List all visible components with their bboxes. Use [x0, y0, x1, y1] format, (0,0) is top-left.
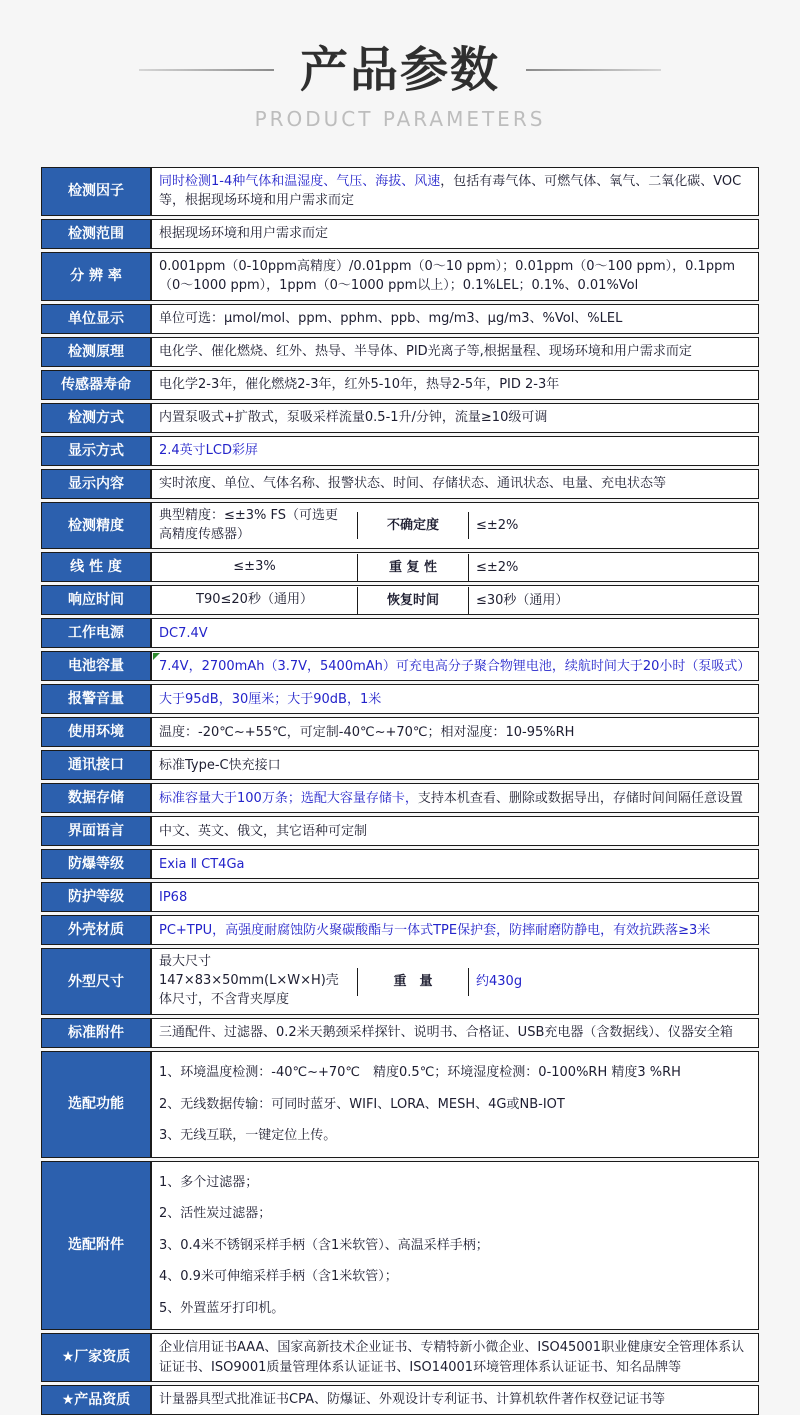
row-label: 选配附件 — [42, 1162, 152, 1330]
table-row — [41, 618, 759, 648]
row-label: 防护等级 — [42, 883, 152, 911]
content-text — [159, 441, 258, 461]
table-row — [41, 403, 759, 433]
sub-label: 重 复 性 — [357, 554, 469, 582]
content-part: ≤30秒（通用） — [476, 592, 569, 608]
row-content — [152, 751, 758, 779]
content-part: 同时检测1-4种气体和温湿度、气压、海拔、风速 — [159, 173, 441, 189]
content-part: ，包括有毒气体、可燃气体、氧气、二氧化碳、VOC等，根据现场环境和用户需求而定 — [159, 173, 742, 209]
table-row — [41, 1385, 759, 1415]
row-content — [152, 1052, 758, 1157]
content-part: 中文、英文、俄文，其它语种可定制 — [159, 823, 368, 839]
row-content — [152, 1019, 758, 1047]
list-line: 1、环境温度检测：-40℃~+70℃ 精度0.5℃；环境湿度检测：0-100%RH 精度3 %RH — [159, 1065, 681, 1081]
content-text — [159, 1390, 665, 1410]
content-text — [159, 789, 743, 809]
title-row — [0, 44, 800, 97]
title-line-left — [139, 69, 274, 71]
content-part: 实时浓度、单位、气体名称、报警状态、时间、存储状态、通讯状态、电量、充电状态等 — [159, 476, 667, 492]
list-line: 2、无线数据传输：可同时蓝牙、WIFI、LORA、MESH、4G或NB-IOT — [159, 1096, 565, 1112]
content-part: 约430g — [476, 974, 523, 989]
row-content — [152, 168, 758, 215]
content-text — [159, 1023, 733, 1043]
row-label: 外壳材质 — [42, 916, 152, 944]
row-label: 分 辨 率 — [42, 253, 152, 300]
sub-cell-right — [469, 512, 758, 540]
table-row — [41, 783, 759, 813]
list-line: 2、活性炭过滤器； — [159, 1206, 272, 1222]
list-line: 3、无线互联，一键定位上传。 — [159, 1128, 337, 1144]
row-label: ★产品资质 — [42, 1386, 152, 1414]
row-content — [152, 685, 758, 713]
content-text — [159, 224, 328, 244]
content-part: 0.001ppm（0-10ppm高精度）/0.01ppm（0～10 ppm）；0.01ppm（0～100 ppm），0.1ppm（0～1000 ppm），1ppm（0～1000 ppm以上）；0.1%LEL；0.1%、0.01%Vol — [159, 258, 735, 294]
content-part: 电化学2-3年，催化燃烧2-3年，红外5-10年，热导2-5年，PID 2-3年 — [159, 377, 560, 393]
table-row — [41, 816, 759, 846]
content-part: 标准Type-C快充接口 — [159, 757, 281, 773]
row-content — [152, 1386, 758, 1414]
content-text — [159, 309, 622, 329]
row-content — [152, 916, 758, 944]
row-content — [152, 718, 758, 746]
content-text — [159, 172, 751, 211]
table-row — [41, 219, 759, 249]
content-text — [159, 408, 547, 428]
content-part: 根据现场环境和用户需求而定 — [159, 226, 329, 242]
sub-label: 重 量 — [357, 968, 469, 996]
row-content — [152, 220, 758, 248]
row-content — [152, 437, 758, 465]
spec-table — [41, 167, 759, 1415]
content-text — [159, 624, 208, 644]
sub-cell-right — [469, 554, 758, 582]
table-row — [41, 585, 759, 615]
row-label: 检测方式 — [42, 404, 152, 432]
row-label: 检测范围 — [42, 220, 152, 248]
table-row — [41, 684, 759, 714]
row-content — [152, 1162, 758, 1330]
row-content — [152, 949, 758, 1014]
row-content — [152, 784, 758, 812]
content-part: ≤±2% — [476, 559, 519, 575]
sub-cell-left — [152, 503, 357, 549]
sub-cell-left — [152, 949, 357, 1014]
row-content — [152, 404, 758, 432]
page-subtitle: PRODUCT PARAMETERS — [254, 106, 546, 131]
content-part: 最大尺寸147×83×50mm(L×W×H)壳体尺寸，不含背夹厚度 — [159, 954, 339, 1008]
row-content — [152, 883, 758, 911]
table-row — [41, 1333, 759, 1382]
row-label: 数据存储 — [42, 784, 152, 812]
content-part: T90≤20秒（通用） — [196, 592, 313, 608]
table-row — [41, 502, 759, 550]
table-row — [41, 167, 759, 216]
row-label: 报警音量 — [42, 685, 152, 713]
content-part: 电化学、催化燃烧、红外、热导、半导体、PID光离子等,根据量程、现场环境和用户需求而定 — [159, 344, 692, 360]
table-row — [41, 651, 759, 681]
table-row — [41, 948, 759, 1015]
sub-label: 不确定度 — [357, 512, 469, 540]
content-part: 大于95dB，30厘米；大于90dB，1米 — [159, 691, 382, 707]
row-label: 显示方式 — [42, 437, 152, 465]
content-part: 2.4英寸LCD彩屏 — [159, 443, 259, 459]
content-part: 企业信用证书AAA、国家高新技术企业证书、专精特新小微企业、ISO45001职业健康安全管理体系认证证书、ISO9001质量管理体系认证证书、ISO14001环境管理体系认证证书、知名品牌等 — [159, 1340, 745, 1375]
table-row — [41, 717, 759, 747]
page-header — [0, 0, 800, 131]
table-row — [41, 750, 759, 780]
content-text — [159, 257, 751, 296]
row-content — [152, 619, 758, 647]
content-text — [159, 888, 187, 908]
list-line: 3、0.4米不锈钢采样手柄（含1米软管）、高温采样手柄； — [159, 1237, 489, 1253]
table-row — [41, 552, 759, 582]
content-part: 单位可选：μmol/mol、ppm、pphm、ppb、mg/m3、μg/m3、%Vol、%LEL — [159, 311, 623, 327]
row-content — [152, 1334, 758, 1381]
table-row — [41, 304, 759, 334]
row-label: 检测因子 — [42, 168, 152, 215]
row-label: 工作电源 — [42, 619, 152, 647]
row-label: 线 性 度 — [42, 553, 152, 581]
table-row — [41, 469, 759, 499]
content-text — [159, 690, 381, 710]
sub-label: 恢复时间 — [357, 587, 469, 615]
row-label: 界面语言 — [42, 817, 152, 845]
row-label: 传感器寿命 — [42, 371, 152, 399]
sub-cell-right — [469, 968, 758, 996]
content-text — [159, 723, 574, 743]
row-content — [152, 850, 758, 878]
row-label: 标准附件 — [42, 1019, 152, 1047]
content-part: IP68 — [159, 889, 188, 905]
list-line: 4、0.9米可伸缩采样手柄（含1米软管）； — [159, 1269, 398, 1285]
row-content — [152, 371, 758, 399]
row-content — [152, 305, 758, 333]
content-part: Exia Ⅱ CT4Ga — [159, 856, 245, 872]
content-part: 温度：-20℃~+55℃，可定制-40℃~+70℃；相对湿度：10-95%RH — [159, 724, 575, 740]
row-content — [152, 553, 758, 581]
list-line: 5、外置蓝牙打印机。 — [159, 1300, 285, 1316]
row-content — [152, 253, 758, 300]
content-text — [159, 1338, 751, 1377]
row-label: 显示内容 — [42, 470, 152, 498]
table-row — [41, 882, 759, 912]
row-content — [152, 503, 758, 549]
content-text — [159, 921, 710, 941]
content-part: PC+TPU，高强度耐腐蚀防火聚碳酸酯与一体式TPE保护套，防摔耐磨防静电，有效抗跌落≥3米 — [159, 922, 711, 938]
row-label: 使用环境 — [42, 718, 152, 746]
row-label: 外型尺寸 — [42, 949, 152, 1014]
sub-cell-left — [152, 554, 357, 581]
row-label: 防爆等级 — [42, 850, 152, 878]
row-label: 响应时间 — [42, 586, 152, 614]
title-line-right — [526, 69, 661, 71]
row-label: 电池容量 — [42, 652, 152, 680]
content-part: 计量器具型式批准证书CPA、防爆证、外观设计专利证书、计算机软件著作权登记证书等 — [159, 1392, 665, 1408]
sub-cell-left — [152, 587, 357, 614]
content-part: 7.4V，2700mAh（3.7V，5400mAh）可充电高分子聚合物锂电池，续航时间大于20小时（泵吸式） — [159, 658, 751, 674]
content-part: 支持本机查看、删除或数据导出，存储时间间隔任意设置 — [417, 790, 743, 806]
table-row — [41, 436, 759, 466]
content-text — [159, 375, 559, 395]
page-title: 产品参数 — [299, 42, 500, 98]
row-label: 选配功能 — [42, 1052, 152, 1157]
table-row — [41, 1018, 759, 1048]
content-text — [159, 855, 244, 875]
row-content — [152, 652, 758, 680]
content-part: 三通配件、过滤器、0.2米天鹅颈采样探针、说明书、合格证、USB充电器（含数据线）、仪器安全箱 — [159, 1025, 733, 1041]
content-part: ≤±3% — [233, 559, 276, 575]
content-part: DC7.4V — [159, 625, 208, 641]
table-row — [41, 1051, 759, 1158]
table-row — [41, 252, 759, 301]
table-row — [41, 370, 759, 400]
table-row — [41, 849, 759, 879]
row-label: 检测精度 — [42, 503, 152, 549]
row-label: 检测原理 — [42, 338, 152, 366]
row-label: 通讯接口 — [42, 751, 152, 779]
content-part: 标准容量大于100万条；选配大容量存储卡， — [159, 790, 418, 806]
row-content — [152, 338, 758, 366]
table-row — [41, 915, 759, 945]
row-content — [152, 586, 758, 614]
sub-cell-right — [469, 587, 758, 615]
table-row — [41, 1161, 759, 1331]
row-content — [152, 470, 758, 498]
content-part: ≤±2% — [476, 517, 519, 533]
content-text — [159, 657, 750, 677]
content-part: 内置泵吸式+扩散式，泵吸采样流量0.5-1升/分钟，流量≥10级可调 — [159, 410, 548, 426]
content-text — [159, 822, 367, 842]
list-line: 1、多个过滤器； — [159, 1174, 259, 1190]
content-text — [159, 342, 692, 362]
table-row — [41, 337, 759, 367]
content-text — [159, 756, 281, 776]
content-part: 典型精度：≤±3% FS（可选更高精度传感器） — [159, 507, 339, 542]
content-text — [159, 474, 666, 494]
row-label: ★厂家资质 — [42, 1334, 152, 1381]
row-content — [152, 817, 758, 845]
row-label: 单位显示 — [42, 305, 152, 333]
